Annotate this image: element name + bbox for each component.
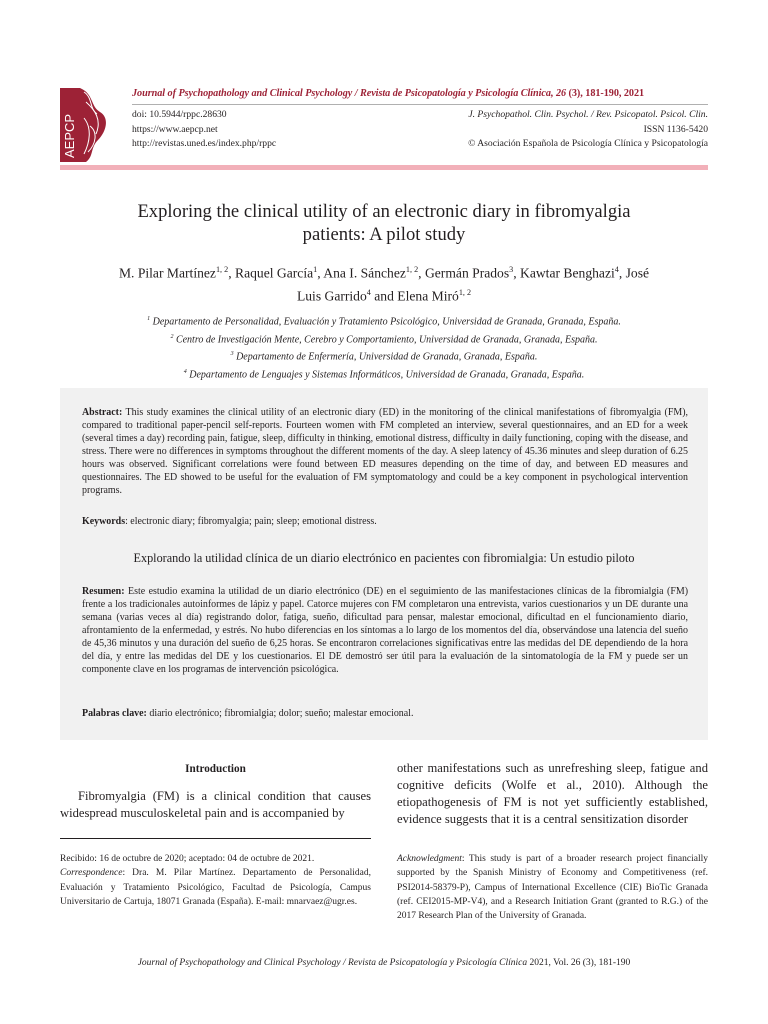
journal-title: Journal of Psychopathology and Clinical Psychology / Revista de Psicopatología y Psicología Clínica, 26 (3), 181-190, 2021 <box>132 88 645 99</box>
journal-header <box>60 88 708 168</box>
affiliation-4: $^4$ Departamento de Lenguajes y Sistemas Informáticos, Universidad de Granada, Granada, España. <box>183 369 585 381</box>
keywords-es: Palabras clave: diario electrónico; fibromialgia; dolor; sueño; malestar emocional. <box>82 708 414 719</box>
author-list: M. Pilar Martínez$^{1, 2}$, Raquel García$^1$, Ana I. Sánchez$^{1, 2}$, Germán Prados$^3$, Kawtar Benghazi$^4$, José Luis Garrido$^4$ and Elena Miró$^{1, 2}$ <box>118 265 650 304</box>
copyright: © Asociación Española de Psicología Clínica y Psicopatología <box>468 138 708 150</box>
aepcp-logo <box>60 88 112 162</box>
abstract-es: Resumen: Este estudio examina la utilidad de un diario electrónico (DE) en el seguimiento de las manifestaciones clínicas de la fibromialgia (FM) frente a los tradicionales autoinformes de lápiz y papel. Catorce mujeres con FM completaron una entrevista, varios cuestionarios y un DE durante una semana (varias veces al día) registrando dolor, fatiga, sueño, dificultad para pensar, malestar emocional, dificultad en el funcionamiento diario, afrontamiento de la enfermedad, y estrés. No hubo diferencias en los síntomas a lo largo de los momentos del día, observándose una latencia del sueño de 45,36 minutos y una duración del sueño de 6,25 horas. Se encontraron correlaciones significativas entre las medidas del DE dependiendo de la hora del día, y entre las medidas del DE y los cuestionarios. El DE demostró ser útil para la evaluación de la sintomatología de la FM y puede ser un componente clave en los programas de intervención psicológica. <box>82 586 688 676</box>
header-divider <box>60 165 708 170</box>
affiliations <box>60 312 708 383</box>
footnote-correspondence: Recibido: 16 de octubre de 2020; aceptado: 04 de octubre de 2021. Correspondence: Dra. M. Pilar Martínez. Departamento de Personalidad, Evaluación y Tratamiento Psicológico, Facultad de Psicología, Campus Universitario de Cartuja, 18071 Granada (España). E-mail: mnarvaez@ugr.es. <box>60 854 371 907</box>
abstract-en: Abstract: This study examines the clinical utility of an electronic diary (ED) in the monitoring of the clinical manifestations of fibromyalgia (FM), compared to traditional paper-pencil self-reports. Fourteen women with FM completed an interview, several questionnaires, and an ED for a week (several times a day) recording pain, fatigue, sleep, difficulty in thinking, emotional distress, difficulty in daily functioning, coping with the disease, and stress. There were no differences in symptoms throughout the different moments of the day. A sleep latency of 45.36 minutes and sleep duration of 6.25 hours was observed. Significant correlations were found between ED measures depending on the time of day, and between ED measures and questionnaires. The ED showed to be useful for the evaluation of FM symptomatology and could be a key component in psychological intervention programs. <box>82 407 688 497</box>
section-heading-introduction: Introduction <box>185 763 246 775</box>
spanish-title: Explorando la utilidad clínica de un diario electrónico en pacientes con fibromialgia: Un estudio piloto <box>133 551 635 565</box>
affiliation-3: $^3$ Departamento de Enfermería, Universidad de Granada, Granada, España. <box>230 351 538 363</box>
svg-text:AEPCP: AEPCP <box>62 113 77 158</box>
website-link[interactable]: https://www.aepcp.net <box>132 123 218 135</box>
keywords-en: Keywords: electronic diary; fibromyalgia; pain; sleep; emotional distress. <box>82 516 377 527</box>
journal-abbrev: J. Psychopathol. Clin. Psychol. / Rev. Psicopatol. Psicol. Clin. <box>468 109 708 120</box>
uned-link[interactable]: http://revistas.uned.es/index.php/rppc <box>132 138 277 150</box>
footnote-rule <box>60 838 371 839</box>
intro-paragraph: Fibromyalgia (FM) is a clinical condition that causes widespread musculoskeletal pain and is accompanied by <box>60 789 371 820</box>
affiliation-1: $^1$ Departamento de Personalidad, Evaluación y Tratamiento Psicológico, Universidad de Granada, Granada, España. <box>147 316 621 328</box>
footnote-acknowledgment: Acknowledgment: This study is part of a broader research project financially supported by the Spanish Ministry of Economy and Competitiveness (ref. PSI2014-58379-P), Campus of International Excellence (CIE) BioTic Granada (ref. CEI2015-MP-V4), and a Research Initiation Grant (granted to R.G.) of the 2017 Research Plan of the University of Granada. <box>397 854 708 922</box>
issn: ISSN 1136-5420 <box>643 123 708 135</box>
page-footer: Journal of Psychopathology and Clinical Psychology / Revista de Psicopatología y Psicología Clínica 2021, Vol. 26 (3), 181-190 <box>137 958 631 968</box>
intro-continuation: other manifestations such as unrefreshing sleep, fatigue and cognitive deficits (Wolfe et al., 2010). Although the etiopathogenesis of FM is not yet sufficiently established, evidence suggests that it is a central sensitization disorder <box>397 761 708 826</box>
article-title: Exploring the clinical utility of an electronic diary in fibromyalgia patients: A pilot study <box>137 201 631 245</box>
right-column <box>397 760 708 828</box>
affiliation-2: $^2$ Centro de Investigación Mente, Cerebro y Comportamiento, Universidad de Granada, Granada, España. <box>170 333 598 346</box>
doi[interactable]: doi: 10.5944/rppc.28630 <box>132 109 227 120</box>
header-rule <box>132 104 708 105</box>
left-column <box>60 760 371 822</box>
abstract-box <box>60 388 708 740</box>
